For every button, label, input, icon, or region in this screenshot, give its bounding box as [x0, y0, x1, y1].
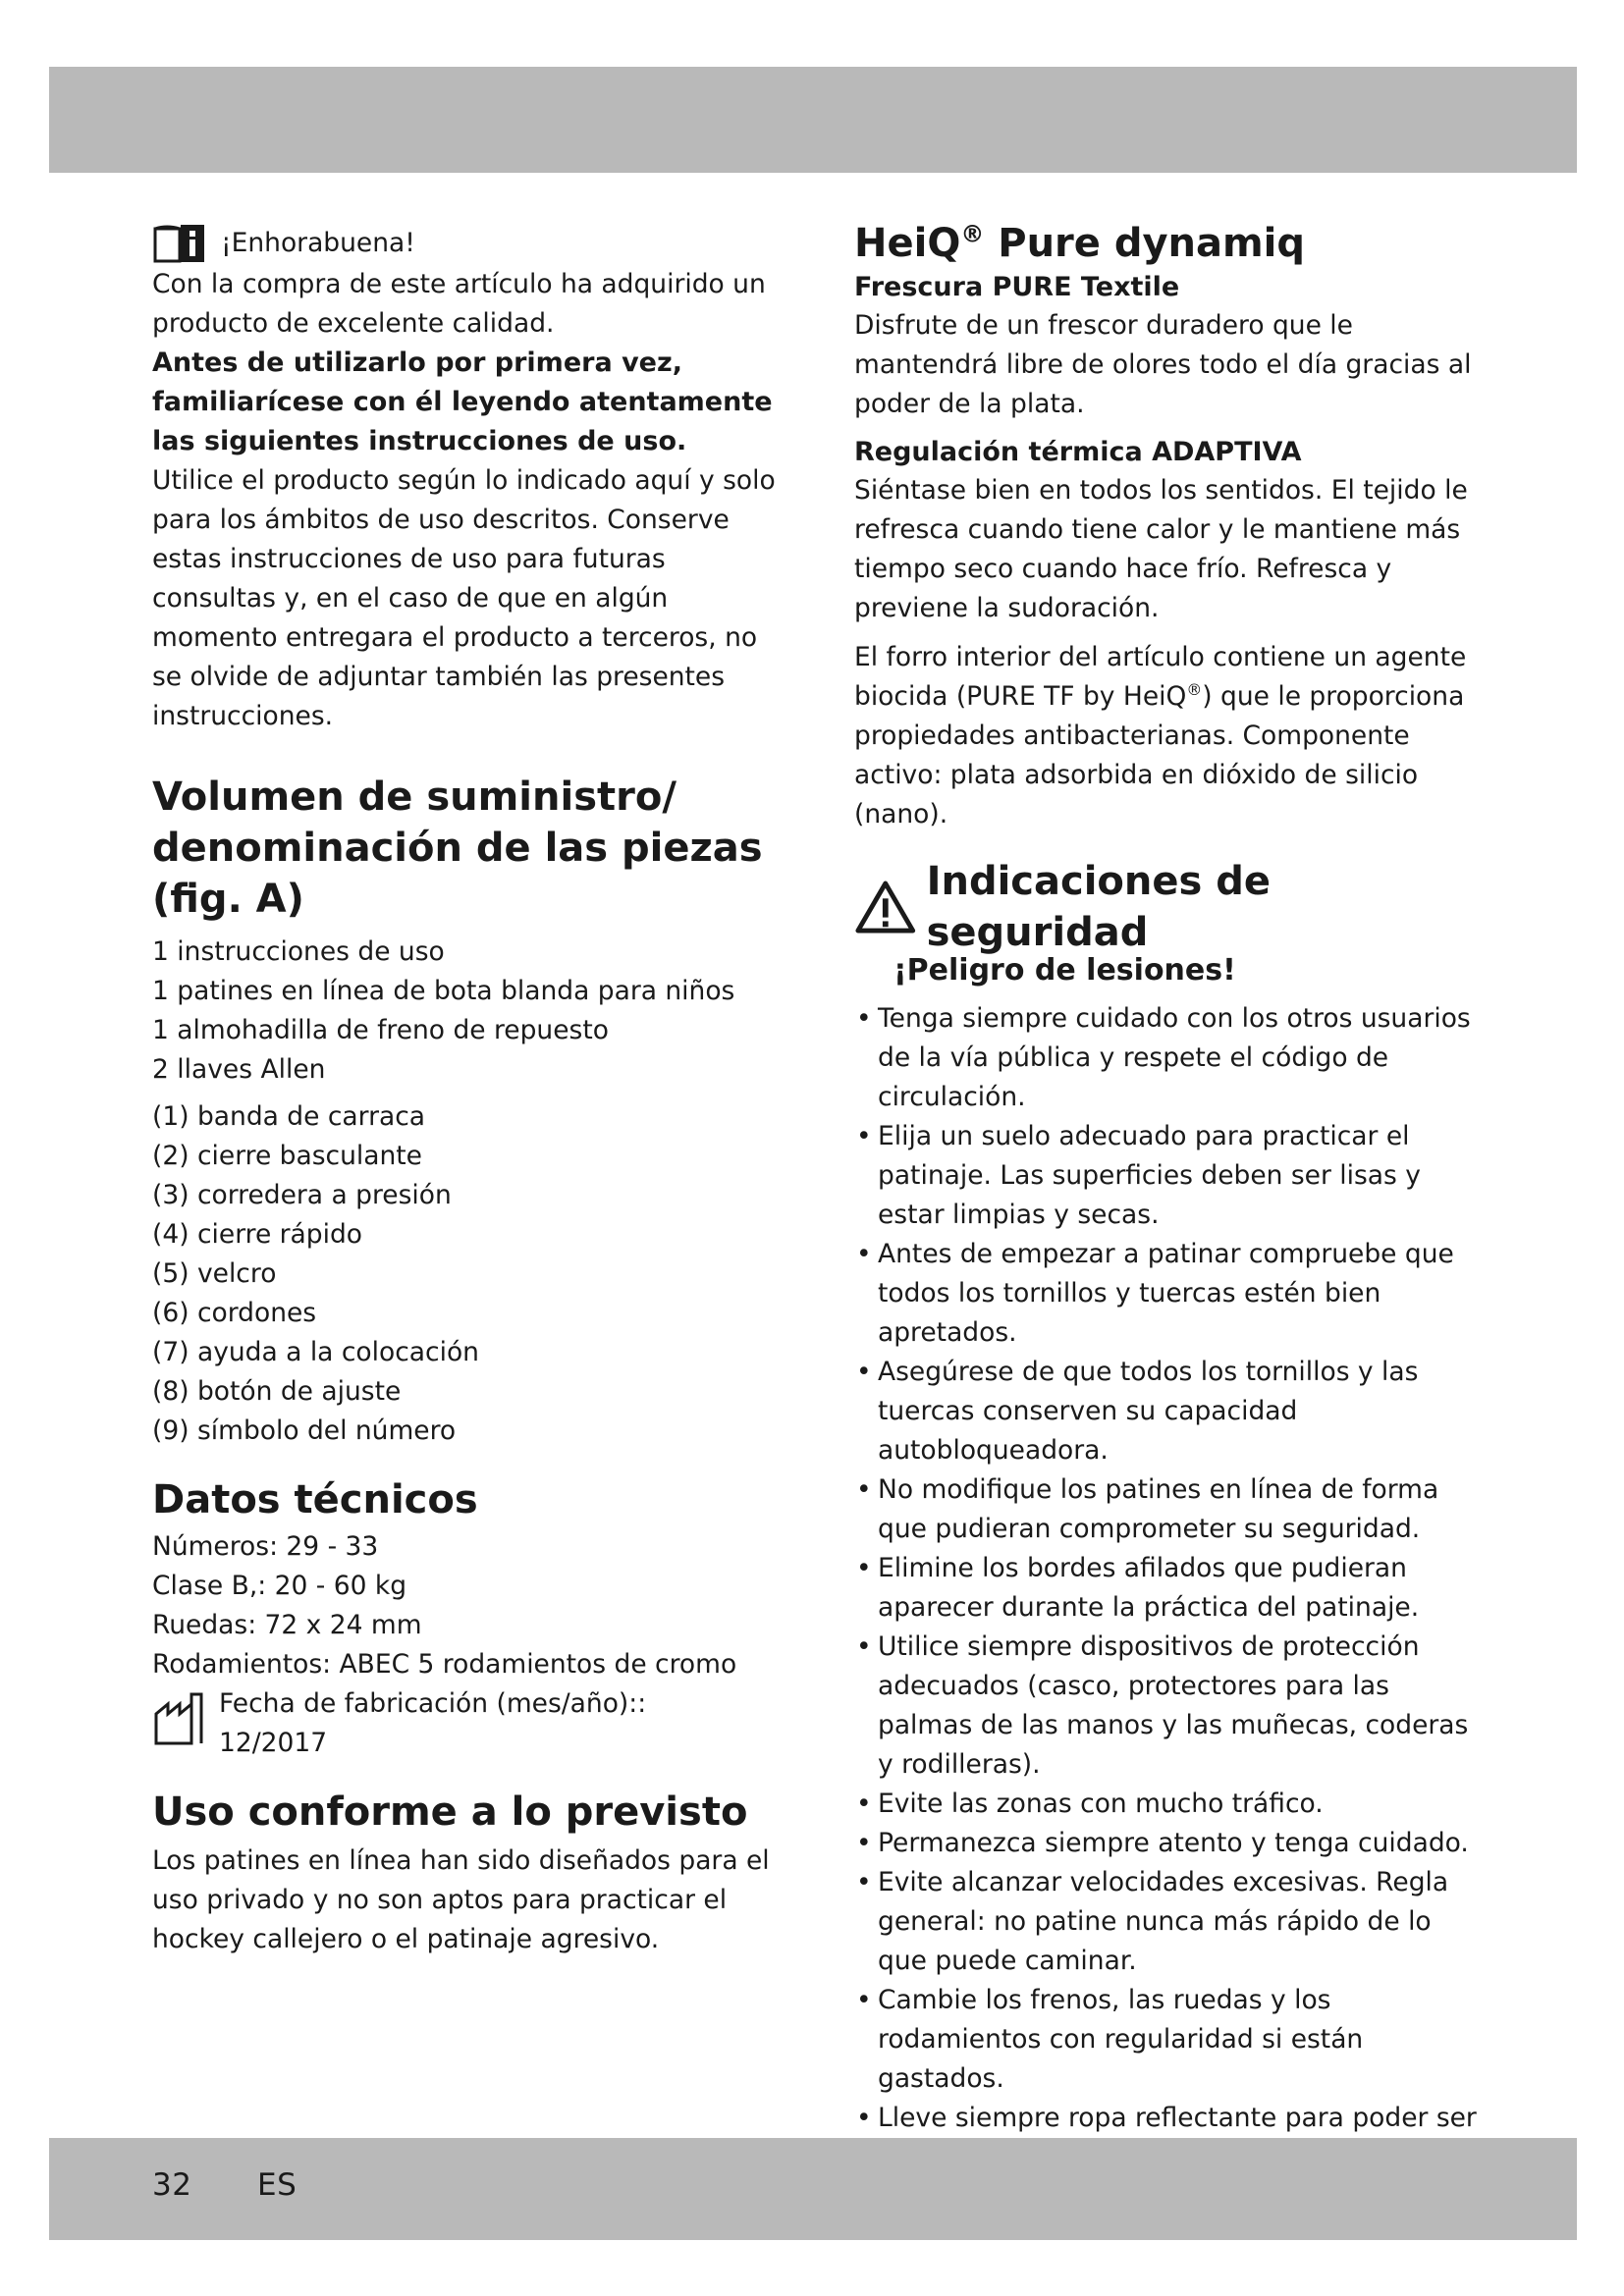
forro-text-a: El forro interior del artículo contiene un agente biocida (PURE TF by HeiQ — [854, 642, 1467, 712]
factory-icon — [152, 1688, 219, 1747]
forro-text — [854, 638, 1485, 834]
regulacion-text: Siéntase bien en todos los sentidos. El tejido le refresca cuando tiene calor y le mantiene más tiempo seco cuando hace frío. Refresca y previene la sudoración. — [854, 475, 1468, 623]
warning-triangle-icon — [854, 879, 917, 935]
list-item: • Evite las zonas con mucho tráfico. — [854, 1785, 1485, 1824]
frescura-text: Disfrute de un frescor duradero que le mantendrá libre de olores todo el día gracias al poder de la plata. — [854, 310, 1472, 419]
header-band — [49, 67, 1577, 173]
language-code: ES — [257, 2167, 298, 2203]
frescura-title: Frescura PURE Textile — [854, 272, 1180, 302]
scope-heading: Volumen de suministro/ denominación de las piezas (fig. A) — [152, 774, 763, 922]
scope-list — [152, 933, 781, 1090]
list-item: (2) cierre basculante — [152, 1141, 422, 1171]
list-item: • Utilice siempre dispositivos de protección adecuados (casco, protectores para las palmas de las manos y las muñecas, coderas y rodilleras). — [854, 1628, 1485, 1785]
left-column — [152, 222, 781, 1959]
list-item: • Elimine los bordes afilados que pudieran aparecer durante la práctica del patinaje. — [854, 1549, 1485, 1628]
use-text: Los patines en línea han sido diseñados para el uso privado y no son aptos para practicar el hockey callejero o el patinaje agresivo. — [152, 1845, 770, 1954]
registered-mark: ® — [1186, 680, 1203, 700]
safety-subheading: ¡Peligro de lesiones! — [893, 953, 1236, 988]
list-item: 1 patines en línea de bota blanda para niños — [152, 976, 735, 1006]
right-column — [854, 218, 1485, 2216]
registered-mark: ® — [960, 220, 985, 248]
list-item: (5) velcro — [152, 1258, 277, 1289]
list-item: (6) cordones — [152, 1298, 317, 1328]
heiq-heading — [854, 218, 1485, 269]
safety-list — [854, 999, 1485, 2216]
safety-heading-row — [854, 856, 1485, 958]
page-number: 32 — [152, 2167, 192, 2203]
intro-bold-warning: Antes de utilizarlo por primera vez, familiarícese con él leyendo atentamente las siguientes instrucciones de uso. — [152, 347, 773, 456]
list-item: • Asegúrese de que todos los tornillos y las tuercas conserven su capacidad autobloqueadora. — [854, 1353, 1485, 1470]
list-item: (9) símbolo del número — [152, 1415, 457, 1446]
heiq-title: HeiQ — [854, 221, 961, 266]
list-item: 2 llaves Allen — [152, 1054, 326, 1085]
intro-title: ¡Enhorabuena! — [221, 228, 415, 258]
list-item: • Antes de empezar a patinar compruebe que todos los tornillos y tuercas estén bien apretados. — [854, 1235, 1485, 1353]
list-item: 1 almohadilla de freno de repuesto — [152, 1015, 609, 1045]
tech-list — [152, 1527, 781, 1684]
use-heading: Uso conforme a lo previsto — [152, 1789, 748, 1835]
intro-text: Con la compra de este artículo ha adquirido un producto de excelente calidad. — [152, 269, 766, 339]
list-item: Rodamientos: ABEC 5 rodamientos de cromo — [152, 1649, 737, 1680]
manufacture-date-label: Fecha de fabricación (mes/año):: — [219, 1688, 647, 1719]
parts-list — [152, 1097, 781, 1451]
list-item: (1) banda de carraca — [152, 1101, 426, 1132]
forro-text-b: ) que le proporciona propiedades antibacterianas. Componente activo: plata adsorbida en dióxido de silicio (nano). — [854, 681, 1465, 829]
manufacture-date-value: 12/2017 — [219, 1728, 328, 1758]
heiq-title-rest: Pure dynamiq — [984, 221, 1306, 266]
list-item: Clase B,: 20 - 60 kg — [152, 1571, 407, 1601]
list-item: • No modifique los patines en línea de forma que pudieran comprometer su seguridad. — [854, 1470, 1485, 1549]
intro-heading-row — [152, 222, 781, 265]
list-item: • Tenga siempre cuidado con los otros usuarios de la vía pública y respete el código de circulación. — [854, 999, 1485, 1117]
list-item: • Elija un suelo adecuado para practicar el patinaje. Las superficies deben ser lisas y estar limpias y secas. — [854, 1117, 1485, 1235]
list-item: (7) ayuda a la colocación — [152, 1337, 479, 1367]
list-item: • Lleve siempre ropa reflectante para poder ser — [854, 2099, 1485, 2177]
intro-use-text: Utilice el producto según lo indicado aquí y solo para los ámbitos de uso descritos. Conserve estas instrucciones de uso para futuras consultas y, en el caso de que en algún momento entregara el producto a terceros, no se olvide de adjuntar también las presentes instrucciones. — [152, 465, 776, 731]
list-item: • Permanezca siempre atento y tenga cuidado. — [854, 1824, 1485, 1863]
list-item: 1 instrucciones de uso — [152, 936, 445, 967]
list-item: (8) botón de ajuste — [152, 1376, 402, 1407]
list-item: (4) cierre rápido — [152, 1219, 363, 1250]
list-item: Números: 29 - 33 — [152, 1531, 379, 1562]
list-item: (3) corredera a presión — [152, 1180, 452, 1210]
regulacion-title: Regulación térmica ADAPTIVA — [854, 437, 1302, 467]
info-book-icon — [152, 222, 207, 265]
manufacture-date — [152, 1684, 781, 1763]
list-item: • Cambie los frenos, las ruedas y los rodamientos con regularidad si están gastados. — [854, 1981, 1485, 2099]
list-item: • Evite alcanzar velocidades excesivas. Regla general: no patine nunca más rápido de lo que puede caminar. — [854, 1863, 1485, 1981]
tech-heading: Datos técnicos — [152, 1477, 478, 1522]
list-item: Ruedas: 72 x 24 mm — [152, 1610, 422, 1640]
safety-heading: Indicaciones de seguridad — [926, 859, 1271, 955]
